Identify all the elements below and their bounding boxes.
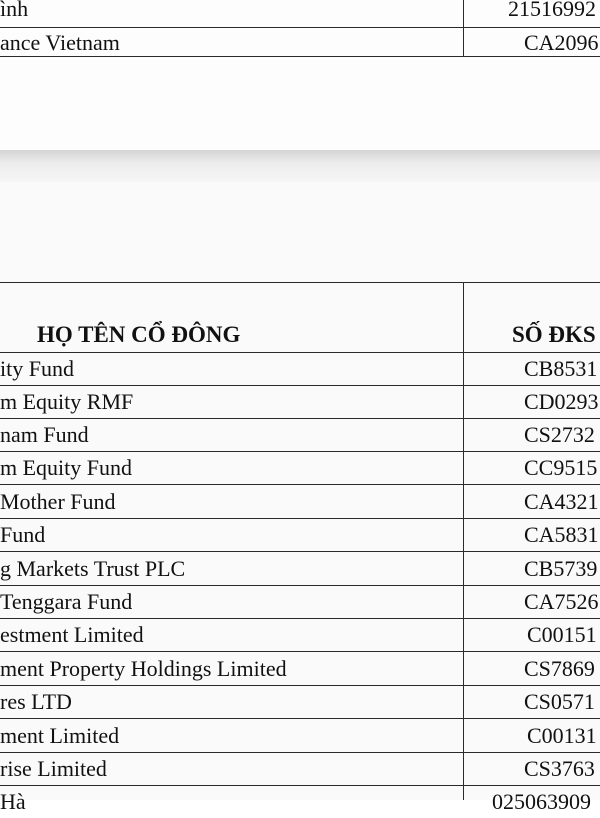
table-cell-code: 21516992 [508,0,596,21]
column-divider [463,282,464,800]
document-page-top [0,0,600,150]
table-cell-name: m Equity RMF [0,389,134,414]
table-cell-code: CS2732 [524,422,595,447]
page-gap [0,150,600,182]
table-cell-name: ity Fund [0,356,74,381]
header-code-column: SỐ ĐKS [512,322,596,347]
table-cell-code: CD0293 [524,389,599,414]
row-divider [0,518,600,519]
header-name-column: HỌ TÊN CỔ ĐÔNG [37,322,241,347]
column-divider [463,0,464,57]
table-cell-name: m Equity Fund [0,455,133,480]
table-top-border [0,282,600,283]
table-cell-code: CS3763 [524,756,595,781]
table-cell-code: C00151 [527,622,597,647]
table-cell-name: ment Property Holdings Limited [0,656,287,681]
document-page-bottom [0,182,600,814]
table-cell-code: CA2096 [524,30,599,55]
table-cell-code: CB5739 [524,556,598,581]
table-cell-code: CC9515 [524,455,598,480]
table-cell-name: Hà [0,789,26,814]
table-cell-name: rise Limited [0,756,107,781]
table-cell-code: C00131 [527,723,597,748]
table-cell-name: g Markets Trust PLC [0,556,186,581]
header-bottom-border [0,352,600,353]
table-cell-name: Fund [0,522,46,547]
table-cell-code: CA4321 [524,489,599,514]
table-cell-name: ment Limited [0,723,120,748]
table-cell-code: CS0571 [524,689,595,714]
table-cell-code: CA5831 [524,522,599,547]
table-cell-name: ình [0,0,29,21]
table-cell-name: Tenggara Fund [0,589,133,614]
table-cell-name: estment Limited [0,622,144,647]
table-cell-code: 025063909 [492,789,591,814]
table-cell-name: res LTD [0,689,72,714]
row-divider [0,685,600,686]
table-cell-name: ance Vietnam [0,30,120,55]
table-cell-code: CB8531 [524,356,598,381]
table-cell-code: CA7526 [524,589,599,614]
table-cell-name: Mother Fund [0,489,116,514]
table-cell-code: CS7869 [524,656,595,681]
row-divider [0,418,600,419]
table-cell-name: nam Fund [0,422,89,447]
